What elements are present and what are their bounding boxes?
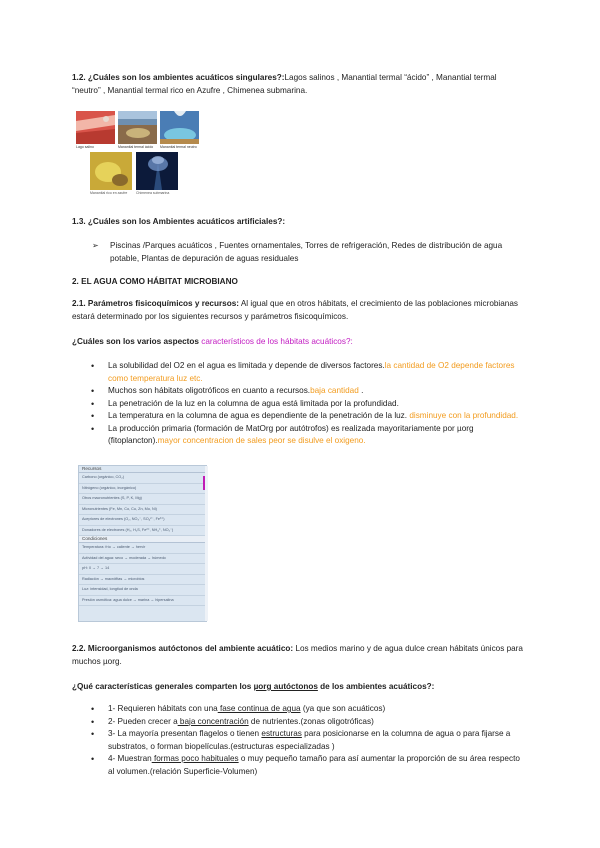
table-row: Otros macronutrientes (S, P, K, Mg) — [79, 494, 206, 505]
photo-neutral-spring — [160, 111, 199, 144]
list-item: • La producción primaria (formación de MatOrg por autótrofos) es realizada mayoritariamente por µorg (fitoplancton).mayor concentracion de sales peor se disulve el oxigeno. — [86, 423, 527, 448]
section-2-2-question: ¿Qué características generales comparten los µorg autóctonos de los ambientes acuáticos?: — [72, 682, 435, 691]
table-row: pH: 0 → 7 → 14 — [79, 564, 206, 575]
caption-sulfur-spring: Manantial rico en azufre — [90, 191, 128, 195]
list-item: • 1- Requieren hábitats con una fase continua de agua (ya que son acuáticos) — [86, 703, 527, 716]
caption-neutral-spring: Manantial termal neutro — [160, 145, 197, 149]
photo-sulfur-spring — [90, 152, 132, 190]
list-item: • 4- Muestran formas poco habituales o muy pequeño tamaño para así aumentar la proporción de su área respecto al volumen.(relación Superficie-Volumen) — [86, 753, 527, 778]
caption-acid-spring: Manantial termal ácido — [118, 145, 154, 149]
section-2-heading: 2. EL AGUA COMO HÁBITAT MICROBIANO — [72, 277, 238, 286]
section-1-3-heading: 1.3. ¿Cuáles son los Ambientes acuáticos artificiales?: — [72, 217, 286, 226]
photo-hydrothermal-vent — [136, 152, 178, 190]
autochthonous-traits-list — [86, 703, 527, 778]
section-1-2-question: 1.2. ¿Cuáles son los ambientes acuáticos singulares?: — [72, 73, 285, 82]
table-scrollbar — [205, 466, 208, 621]
table-row: Nitrógeno (orgánico, inorgánico) — [79, 484, 206, 495]
table-row: Radiación → macrófitas → microbios — [79, 575, 206, 586]
table-row: Carbono (orgánico, CO₂) — [79, 473, 206, 484]
list-item: • Muchos son hábitats oligotróficos en cuanto a recursos.baja cantidad . — [86, 385, 527, 398]
arrow-bullet-icon: ➢ — [92, 241, 99, 250]
table-row: Donadores de electrones (H₂, H₂S, Fe²⁺, NH₄⁺, NO₂⁻) — [79, 526, 206, 537]
parameters-table — [78, 465, 207, 622]
section-1-3-list — [92, 240, 527, 265]
section-2-2: 2.2. Microorganismos autóctonos del ambiente acuático: Los medios marino y de agua dulce crean hábitats únicos para muchos µorg. — [72, 644, 523, 666]
section-1-2-answer: Lagos salinos , Manantial termal “ácido” , Manantial termal “neutro” , Manantial termal rico en Azufre , Chimenea submarina. — [72, 73, 497, 95]
photo-salt-lake — [76, 111, 115, 144]
table-row: Luz: intensidad, longitud de onda — [79, 585, 206, 596]
caption-hydrothermal-vent: Chimenea submarina — [136, 191, 170, 195]
table-row: Micronutrientes (Fe, Mn, Co, Cu, Zn, Mo, Ni) — [79, 505, 206, 516]
section-2-1: 2.1. Parámetros fisicoquímicos y recursos: Al igual que en otros hábitats, el crecimiento de las poblaciones microbianas estará determinado por los siguientes recursos y parámetros fisicoquímicos. — [72, 299, 519, 321]
table-row: Presión osmótica: agua dulce → marina → hipersalina — [79, 596, 206, 607]
aquatic-aspects-list — [86, 360, 527, 448]
table-row: Aceptores de electrones (O₂, NO₃⁻, SO₄²⁻, Fe³⁺) — [79, 515, 206, 526]
table-highlight-marker — [203, 476, 205, 490]
section-1-3-item: Piscinas /Parques acuáticos , Fuentes ornamentales, Torres de refrigeración, Redes de distribución de agua potable, Plantas de depuración de aguas residuales — [110, 241, 503, 263]
table-header-conditions: Condiciones — [79, 536, 206, 543]
list-item: • 3- La mayoría presentan flagelos o tienen estructuras para posicionarse en la columna de agua o para fijarse a substratos, o forman biopelículas.(estructuras especializadas ) — [86, 728, 527, 753]
section-1-2 — [72, 72, 527, 97]
caption-salt-lake: Lago salino — [76, 145, 94, 149]
photo-acid-spring — [118, 111, 157, 144]
list-item: • La solubilidad del O2 en el agua es limitada y depende de diversos factores.la cantidad de O2 depende factores como temperatura luz etc. — [86, 360, 527, 385]
section-2-1-question: ¿Cuáles son los varios aspectos característicos de los hábitats acuáticos?: — [72, 337, 353, 346]
table-row: Actividad del agua: seco → moderada → húmedo — [79, 554, 206, 565]
list-item: • La temperatura en la columna de agua es dependiente de la penetración de la luz. disminuye con la profundidad. — [86, 410, 527, 423]
list-item: • La penetración de la luz en la columna de agua está limitada por la profundidad. — [86, 398, 527, 411]
table-row: Temperatura: frío → caliente → hervir — [79, 543, 206, 554]
table-header-resources: Recursos — [79, 466, 206, 473]
list-item: • 2- Pueden crecer a baja concentración de nutrientes.(zonas oligotróficas) — [86, 716, 527, 729]
